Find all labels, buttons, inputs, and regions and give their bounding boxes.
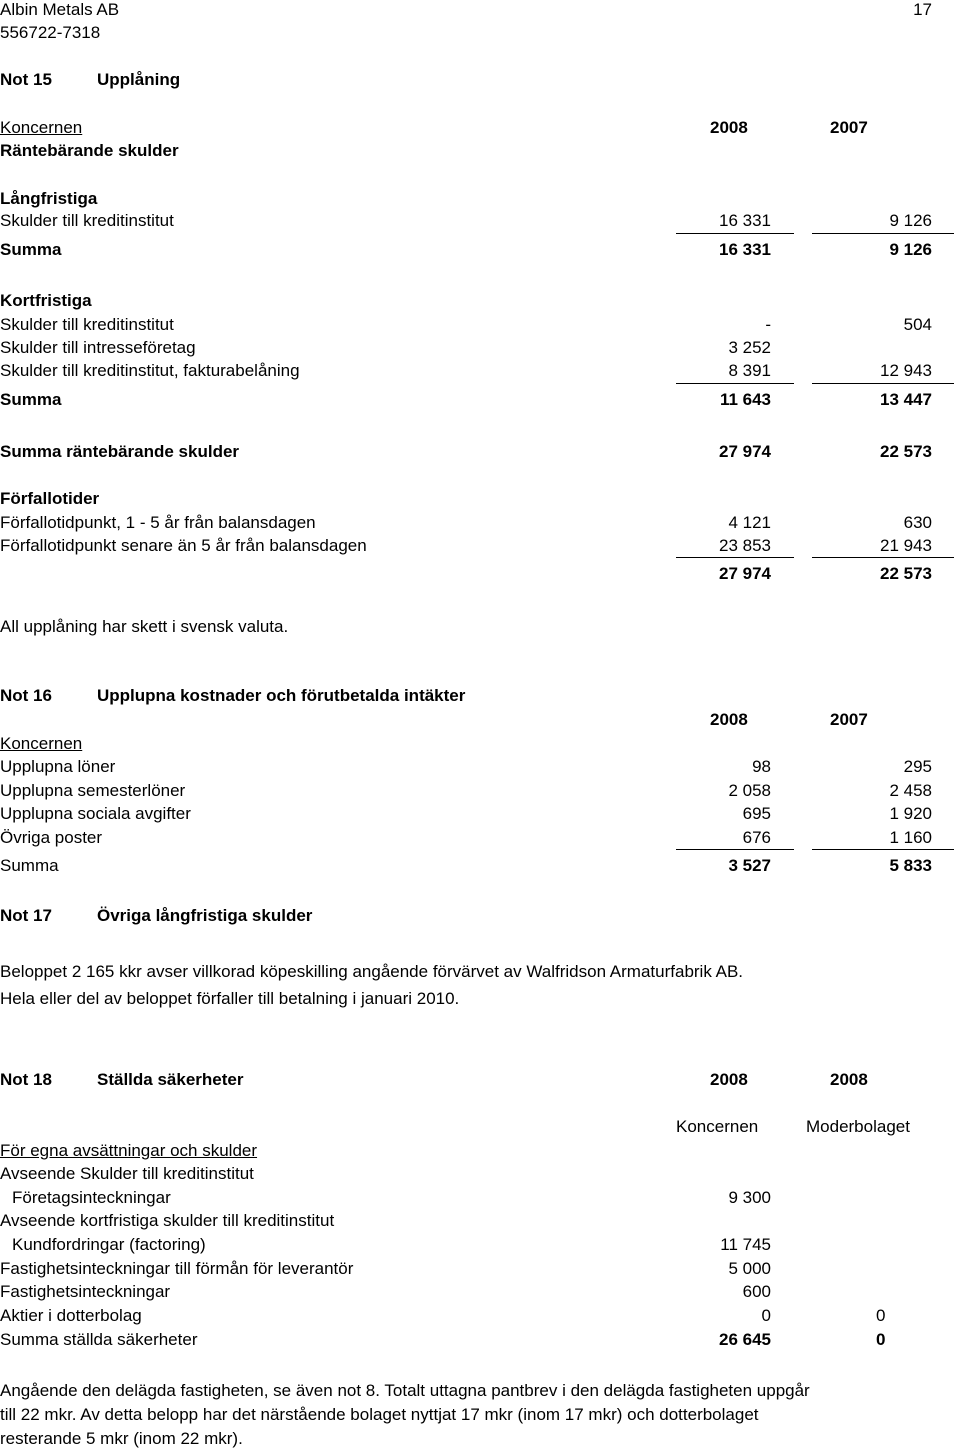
not15-col-2008: 2008 (710, 118, 748, 137)
table-row-label: Avseende Skulder till kreditinstitut (0, 1164, 254, 1183)
table-cell-koncernen: 5 000 (728, 1259, 771, 1278)
maturity-sum-2008: 27 974 (719, 564, 771, 583)
company-name: Albin Metals AB (0, 0, 120, 19)
page-number: 17 (913, 0, 932, 19)
maturity-sum-2007: 22 573 (880, 564, 932, 583)
table-cell-2007: 630 (903, 513, 932, 532)
org-number: 556722-7318 (0, 23, 101, 42)
long-term-heading: Långfristiga (0, 189, 98, 208)
table-row-label: Upplupna sociala avgifter (0, 804, 191, 823)
not18-col1-sub: Koncernen (676, 1117, 759, 1136)
table-cell-2007: 1 920 (889, 804, 932, 823)
short-term-sum-label: Summa (0, 390, 62, 409)
long-term-sum-label: Summa (0, 240, 62, 259)
not17-text-line-1: Beloppet 2 165 kkr avser villkorad köpeskilling angående förvärvet av Walfridson Armaturfabrik AB. (0, 962, 744, 981)
table-cell-2008: 3 252 (728, 338, 771, 357)
table-row-label: Fastighetsinteckningar till förmån för leverantör (0, 1259, 354, 1278)
not15-title: Upplåning (97, 70, 181, 89)
not15-group: Koncernen (0, 118, 83, 137)
sum-rule (812, 557, 954, 558)
short-term-sum-2008: 11 643 (719, 390, 771, 409)
sum-rule (812, 233, 954, 234)
not18-label: Not 18 (0, 1070, 52, 1089)
sum-rule (812, 849, 954, 850)
sum-rule (676, 557, 794, 558)
not16-col-2008: 2008 (710, 710, 748, 729)
table-row-label: Upplupna löner (0, 757, 116, 776)
not16-label: Not 16 (0, 686, 52, 705)
not15-note: All upplåning har skett i svensk valuta. (0, 617, 289, 636)
not17-text-line-2: Hela eller del av beloppet förfaller till betalning i januari 2010. (0, 989, 460, 1008)
total-2008: 27 974 (719, 442, 771, 461)
not16-sum-2008: 3 527 (728, 856, 771, 875)
table-row-label: Skulder till kreditinstitut, fakturabelåning (0, 361, 300, 380)
table-row-label: Skulder till kreditinstitut (0, 211, 174, 230)
total-2007: 22 573 (880, 442, 932, 461)
not18-title: Ställda säkerheter (97, 1070, 244, 1089)
not18-para-line-1: Angående den delägda fastigheten, se även not 8. Totalt uttagna pantbrev i den delägda fastigheten uppgår (0, 1381, 810, 1400)
not16-group: Koncernen (0, 734, 83, 753)
table-row-label: Förfallotidpunkt senare än 5 år från balansdagen (0, 536, 367, 555)
sum-rule (812, 383, 954, 384)
not18-col1-year: 2008 (710, 1070, 748, 1089)
table-cell-2008: 98 (752, 757, 771, 776)
table-row-label: Kundfordringar (factoring) (12, 1235, 206, 1254)
not17-title: Övriga långfristiga skulder (97, 906, 313, 925)
table-cell-koncernen: 0 (761, 1306, 771, 1325)
not16-col-2007: 2007 (830, 710, 868, 729)
not16-sum-2007: 5 833 (889, 856, 932, 875)
table-cell-2008: 23 853 (719, 536, 771, 555)
table-cell-2007: 2 458 (889, 781, 932, 800)
table-cell-2007: 21 943 (880, 536, 932, 555)
table-row-label: Upplupna semesterlöner (0, 781, 186, 800)
not18-sum-moderbolaget: 0 (876, 1330, 886, 1349)
not18-col2-year: 2008 (830, 1070, 868, 1089)
not18-para-line-2: till 22 mkr. Av detta belopp har det närstående bolaget nyttjat 17 mkr (inom 17 mkr) och dotterbolaget (0, 1405, 759, 1424)
table-cell-2007: 504 (903, 315, 932, 334)
table-cell-2008: 695 (742, 804, 771, 823)
short-term-sum-2007: 13 447 (880, 390, 932, 409)
total-label: Summa räntebärande skulder (0, 442, 240, 461)
not16-sum-label: Summa (0, 856, 59, 875)
table-row-label: Företagsinteckningar (12, 1188, 171, 1207)
table-cell-2008: 16 331 (719, 211, 771, 230)
not18-col2-sub: Moderbolaget (806, 1117, 910, 1136)
table-cell-2007: 12 943 (880, 361, 932, 380)
table-cell-koncernen: 600 (742, 1282, 771, 1301)
table-cell-2008: 8 391 (728, 361, 771, 380)
short-term-heading: Kortfristiga (0, 291, 92, 310)
not15-col-2007: 2007 (830, 118, 868, 137)
table-row-label: Skulder till intresseföretag (0, 338, 196, 357)
not17-label: Not 17 (0, 906, 52, 925)
table-row-label: Skulder till kreditinstitut (0, 315, 174, 334)
long-term-sum-2008: 16 331 (719, 240, 771, 259)
table-cell-koncernen: 11 745 (720, 1235, 771, 1254)
table-row-label: Aktier i dotterbolag (0, 1306, 142, 1325)
not15-subtitle: Räntebärande skulder (0, 141, 179, 160)
table-cell-moderbolaget: 0 (876, 1306, 886, 1325)
table-cell-2007: 295 (903, 757, 932, 776)
table-cell-2008: 2 058 (728, 781, 771, 800)
sum-rule (676, 233, 794, 234)
table-cell-2008: - (765, 315, 771, 334)
not15-label: Not 15 (0, 70, 52, 89)
not18-sum-koncernen: 26 645 (719, 1330, 771, 1349)
table-cell-koncernen: 9 300 (728, 1188, 771, 1207)
not18-subheading: För egna avsättningar och skulder (0, 1141, 258, 1160)
table-cell-2007: 9 126 (889, 211, 932, 230)
sum-rule (676, 849, 794, 850)
long-term-sum-2007: 9 126 (889, 240, 932, 259)
table-cell-2008: 4 121 (728, 513, 771, 532)
not18-sum-label: Summa ställda säkerheter (0, 1330, 198, 1349)
maturity-heading: Förfallotider (0, 489, 100, 508)
not16-title: Upplupna kostnader och förutbetalda intäkter (97, 686, 466, 705)
table-row-label: Fastighetsinteckningar (0, 1282, 171, 1301)
sum-rule (676, 383, 794, 384)
table-cell-2008: 676 (742, 828, 771, 847)
not18-para-line-3: resterande 5 mkr (inom 22 mkr). (0, 1429, 243, 1448)
table-row-label: Förfallotidpunkt, 1 - 5 år från balansdagen (0, 513, 316, 532)
table-cell-2007: 1 160 (889, 828, 932, 847)
table-row-label: Avseende kortfristiga skulder till kreditinstitut (0, 1211, 335, 1230)
table-row-label: Övriga poster (0, 828, 103, 847)
